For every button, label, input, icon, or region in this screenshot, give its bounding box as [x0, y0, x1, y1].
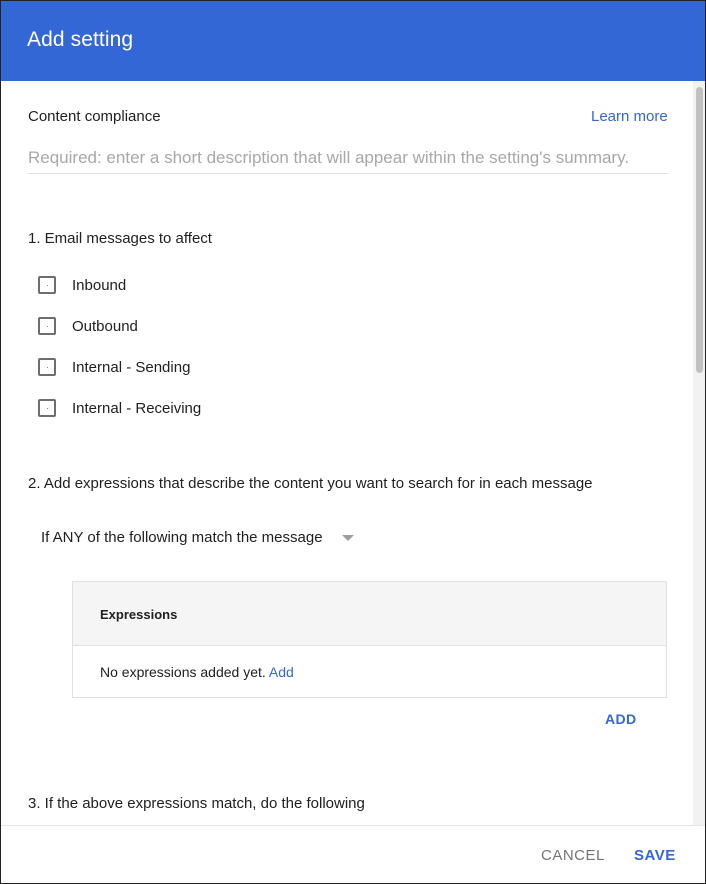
dialog-footer: [1, 825, 705, 884]
scrollbar-thumb[interactable]: [696, 87, 703, 373]
expressions-column-header: Expressions: [100, 607, 178, 622]
save-button[interactable]: SAVE: [634, 847, 676, 864]
internal-sending-checkbox[interactable]: [38, 358, 56, 376]
internal-receiving-checkbox[interactable]: [38, 399, 56, 417]
learn-more-link[interactable]: Learn more: [591, 108, 668, 125]
expressions-table-header: [73, 582, 666, 646]
dropdown-caret-icon: [342, 535, 354, 541]
add-expression-button[interactable]: ADD: [605, 711, 637, 727]
section-1-heading: 1. Email messages to affect: [28, 230, 212, 247]
inbound-checkbox[interactable]: [38, 276, 56, 294]
cancel-button[interactable]: CANCEL: [541, 847, 605, 864]
add-expression-link[interactable]: Add: [268, 664, 294, 680]
inbound-label: Inbound: [72, 277, 127, 294]
outbound-checkbox[interactable]: [38, 317, 56, 335]
expressions-empty-text: No expressions added yet.: [100, 664, 266, 680]
match-mode-value: If ANY of the following match the message: [41, 529, 323, 546]
internal-receiving-label: Internal - Receiving: [72, 400, 202, 417]
content-compliance-label: Content compliance: [28, 108, 161, 125]
internal-sending-label: Internal - Sending: [72, 359, 191, 376]
expressions-empty-state: [100, 664, 294, 680]
section-3-heading: 3. If the above expressions match, do the following: [28, 795, 365, 812]
description-input[interactable]: [28, 143, 668, 174]
scrollbar[interactable]: [693, 81, 705, 825]
match-mode-dropdown[interactable]: [41, 529, 323, 553]
expressions-table: [72, 581, 667, 698]
dialog-header: [1, 1, 705, 81]
section-2-heading: 2. Add expressions that describe the content you want to search for in each message: [28, 475, 593, 492]
outbound-label: Outbound: [72, 318, 138, 335]
dialog-body[interactable]: [1, 81, 705, 825]
dialog-title: Add setting: [27, 28, 134, 51]
